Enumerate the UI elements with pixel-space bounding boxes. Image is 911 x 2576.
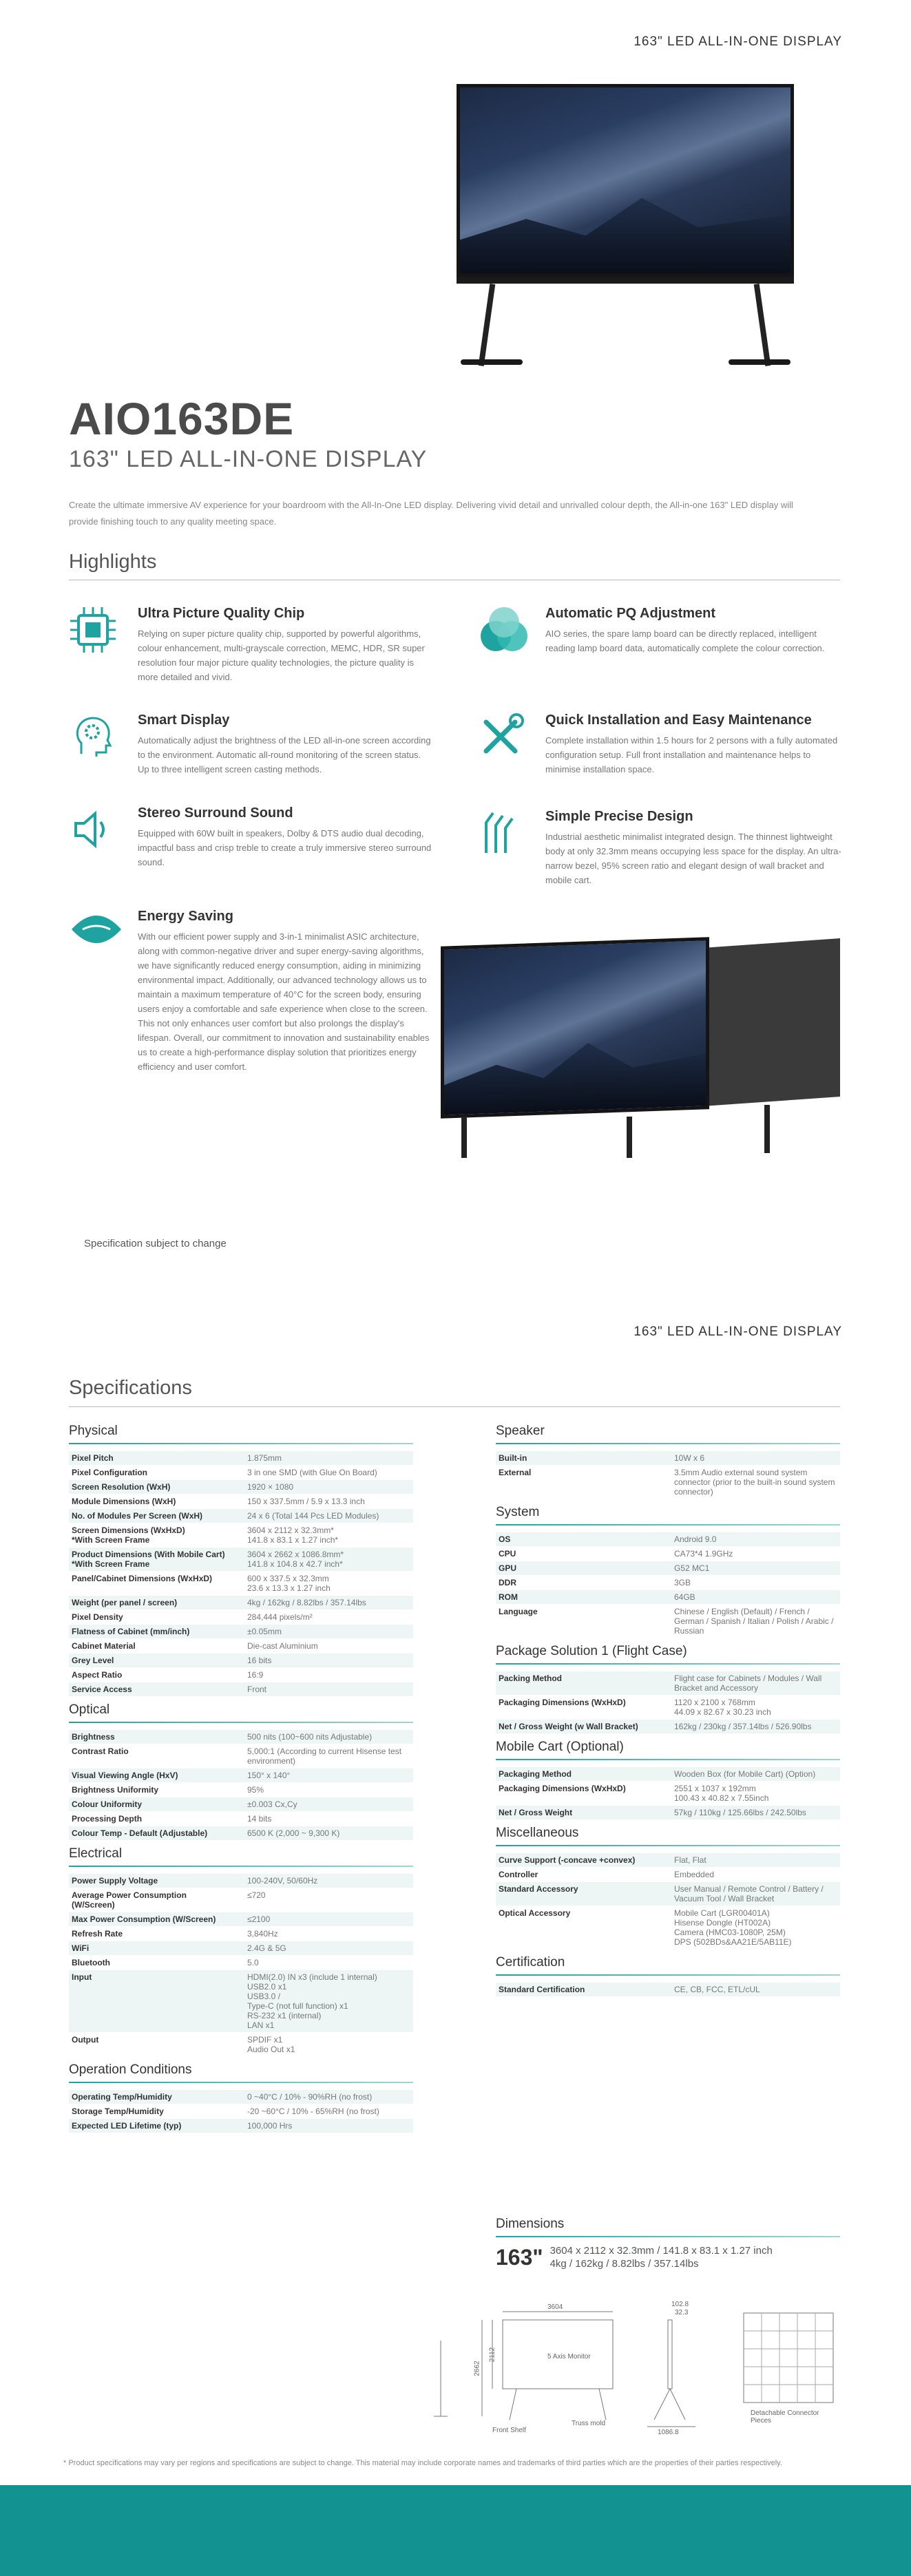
spec-section-divider bbox=[69, 1443, 413, 1444]
spec-section-title: Package Solution 1 (Flight Case) bbox=[496, 1644, 687, 1658]
disclaimer: * Product specifications may vary per regions and specifications are subject to change. This material may include corporate names and trademarks of third parties which are the properties of their parties respectively. bbox=[63, 2459, 782, 2467]
spec-value: 57kg / 110kg / 125.66lbs / 242.50lbs bbox=[674, 1808, 806, 1817]
spec-key: Screen Resolution (WxH) bbox=[72, 1482, 171, 1492]
product-angle-image bbox=[441, 936, 854, 1143]
dim-height-total: 2662 bbox=[473, 2361, 481, 2376]
spec-key: Weight (per panel / screen) bbox=[72, 1598, 178, 1607]
spec-value: 2.4G & 5G bbox=[247, 1943, 286, 1953]
spec-key: Operating Temp/Humidity bbox=[72, 2092, 172, 2102]
dim-height-screen: 2112 bbox=[488, 2347, 496, 2363]
spec-row bbox=[69, 1888, 413, 1912]
spec-value: HDMI(2.0) IN x3 (include 1 internal) USB2.0 x1 USB3.0 / Type-C (not full function) x1 RS-232 x1 (internal) LAN x1 bbox=[247, 1972, 377, 2030]
spec-row bbox=[69, 2104, 413, 2119]
dim-depth-stand: 102.8 bbox=[671, 2301, 689, 2308]
spec-row bbox=[69, 1927, 413, 1941]
spec-key: Screen Dimensions (WxHxD) *With Screen Frame bbox=[72, 1525, 185, 1545]
spec-row bbox=[496, 1806, 840, 1820]
spec-row bbox=[69, 1596, 413, 1610]
spec-row bbox=[496, 1782, 840, 1806]
spec-left-column bbox=[69, 1424, 413, 2133]
spec-row bbox=[69, 2090, 413, 2104]
spec-key: OS bbox=[499, 1534, 511, 1544]
spec-key: No. of Modules Per Screen (WxH) bbox=[72, 1511, 203, 1521]
spec-table bbox=[496, 1532, 840, 1638]
spec-key: Visual Viewing Angle (HxV) bbox=[72, 1771, 178, 1780]
tools-icon bbox=[477, 712, 525, 761]
spec-section-title: Mobile Cart (Optional) bbox=[496, 1740, 624, 1754]
dim-label-front-shelf: Front Shelf bbox=[492, 2427, 526, 2434]
spec-value: 16:9 bbox=[247, 1670, 264, 1680]
spec-row bbox=[496, 1906, 840, 1950]
spec-value: 10W x 6 bbox=[674, 1453, 705, 1463]
spec-key: Service Access bbox=[72, 1685, 132, 1694]
spec-key: Packaging Dimensions (WxHxD) bbox=[499, 1698, 626, 1707]
spec-value: Die-cast Aluminium bbox=[247, 1641, 318, 1651]
spec-key: Refresh Rate bbox=[72, 1929, 123, 1939]
dimensions-divider bbox=[496, 2236, 840, 2237]
spec-key: Grey Level bbox=[72, 1656, 114, 1665]
spec-row bbox=[69, 1730, 413, 1744]
spec-row bbox=[496, 1590, 840, 1605]
spec-value: Mobile Cart (LGR00401A) Hisense Dongle (HT002A) Camera (HMC03-1080P, 25M) DPS (502BDs&AA21E/5AB11E) bbox=[674, 1908, 792, 1947]
spec-row bbox=[496, 1882, 840, 1906]
spec-value: 14 bits bbox=[247, 1814, 272, 1824]
spec-value: Chinese / English (Default) / French / German / Spanish / Italian / Polish / Arabic / Russian bbox=[674, 1607, 834, 1636]
spec-value: 24 x 6 (Total 144 Pcs LED Modules) bbox=[247, 1511, 379, 1521]
spec-row bbox=[69, 1956, 413, 1970]
spec-section-divider bbox=[69, 2082, 413, 2083]
spec-row bbox=[496, 1720, 840, 1734]
spec-key: Output bbox=[72, 2035, 99, 2045]
spec-value: 3.5mm Audio external sound system connector (prior to the built-in sound system connector) bbox=[674, 1468, 835, 1497]
spec-section-divider bbox=[496, 1845, 840, 1846]
spec-value: 1920 × 1080 bbox=[247, 1482, 294, 1492]
gear-head-icon bbox=[69, 712, 117, 761]
spec-key: Brightness Uniformity bbox=[72, 1785, 159, 1795]
spec-value: 5,000:1 (According to current Hisense test environment) bbox=[247, 1746, 402, 1766]
highlight-title: Simple Precise Design bbox=[545, 809, 693, 824]
spec-key: Expected LED Lifetime (typ) bbox=[72, 2121, 182, 2131]
highlight-title: Ultra Picture Quality Chip bbox=[138, 606, 305, 621]
spec-key: Input bbox=[72, 1972, 92, 1982]
spec-section-title: Speaker bbox=[496, 1424, 545, 1438]
technical-drawing bbox=[427, 2299, 840, 2444]
spec-key: External bbox=[499, 1468, 532, 1477]
spec-value: User Manual / Remote Control / Battery / Vacuum Tool / Wall Bracket bbox=[674, 1884, 824, 1903]
spec-row bbox=[69, 1654, 413, 1668]
spec-key: Pixel Pitch bbox=[72, 1453, 114, 1463]
spec-row bbox=[69, 2033, 413, 2057]
spec-row bbox=[496, 1466, 840, 1499]
chip-icon bbox=[69, 606, 117, 654]
spec-value: CA73*4 1.9GHz bbox=[674, 1549, 733, 1559]
specifications-title: Specifications bbox=[69, 1377, 192, 1399]
spec-key: WiFi bbox=[72, 1943, 90, 1953]
spec-value: ±0.003 Cx,Cy bbox=[247, 1799, 297, 1809]
spec-row bbox=[69, 1480, 413, 1495]
spec-key: Panel/Cabinet Dimensions (WxHxD) bbox=[72, 1574, 213, 1583]
spec-section-title: Electrical bbox=[69, 1846, 123, 1861]
spec-value: 3,840Hz bbox=[247, 1929, 278, 1939]
dimensions-title: Dimensions bbox=[496, 2217, 565, 2231]
model-name: AIO163DE bbox=[69, 393, 295, 444]
spec-row bbox=[496, 1605, 840, 1638]
highlight-desc: With our efficient power supply and 3-in-1 minimalist ASIC architecture, along with common-negative driver and super energy-saving algorithms, we have significantly reduced energy consumption, aiding in minimizing environmental impact. Additionally, our advanced technology allows us to maintain a maximum temperature of 40°C for the screen body, ensuring users enjoy a comfortable and safe experience when close to the screen. This not only enhances user comfort but also prolongs the display's lifespan. Overall, our commitment to innovation and sustainability enables us to create a high-performance display solution that prioritizes energy efficiency and user comfort. bbox=[138, 931, 430, 1072]
spec-value: 3 in one SMD (with Glue On Board) bbox=[247, 1468, 377, 1477]
spec-row bbox=[496, 1853, 840, 1868]
spec-row bbox=[69, 1548, 413, 1572]
spec-section-title: Optical bbox=[69, 1702, 110, 1717]
spec-key: Standard Accessory bbox=[499, 1884, 578, 1894]
spec-row bbox=[69, 1572, 413, 1596]
spec-key: Bluetooth bbox=[72, 1958, 110, 1967]
spec-key: Pixel Configuration bbox=[72, 1468, 148, 1477]
spec-key: Net / Gross Weight bbox=[499, 1808, 573, 1817]
spec-key: Controller bbox=[499, 1870, 538, 1879]
spec-row bbox=[69, 1639, 413, 1654]
spec-key: Contrast Ratio bbox=[72, 1746, 129, 1756]
spec-key: Max Power Consumption (W/Screen) bbox=[72, 1914, 216, 1924]
highlight-desc: AIO series, the spare lamp board can be directly replaced, intelligent reading lamp board data, automatically complete the colour correction. bbox=[545, 629, 825, 653]
highlight-title: Smart Display bbox=[138, 712, 230, 728]
spec-key: Packing Method bbox=[499, 1674, 563, 1683]
model-subtitle: 163" LED ALL-IN-ONE DISPLAY bbox=[69, 446, 428, 472]
intro-text: Create the ultimate immersive AV experience for your boardroom with the All-In-One LED display. Delivering vivid detail and unrivalled colour depth, the All-in-one 163" LED display will provide finishing touch to any quality meeting space. bbox=[69, 500, 793, 527]
spec-row bbox=[69, 1912, 413, 1927]
spec-row bbox=[69, 1495, 413, 1509]
dimensions-line2: 4kg / 162kg / 8.82lbs / 357.14lbs bbox=[549, 2258, 699, 2270]
spec-row bbox=[69, 1874, 413, 1888]
spec-value: 162kg / 230kg / 357.14lbs / 526.90lbs bbox=[674, 1722, 812, 1731]
spec-row bbox=[496, 1576, 840, 1590]
spec-value: Front bbox=[247, 1685, 267, 1694]
spec-section-divider bbox=[69, 1722, 413, 1723]
spec-key: Optical Accessory bbox=[499, 1908, 571, 1918]
spec-row bbox=[69, 1744, 413, 1769]
spec-section-divider bbox=[69, 1866, 413, 1867]
spec-row bbox=[69, 1797, 413, 1812]
spec-key: Brightness bbox=[72, 1732, 115, 1742]
spec-row bbox=[69, 1682, 413, 1697]
spec-value: 4kg / 162kg / 8.82lbs / 357.14lbs bbox=[247, 1598, 366, 1607]
page-header-tag: 163" LED ALL-IN-ONE DISPLAY bbox=[633, 34, 842, 49]
spec-key: ROM bbox=[499, 1592, 518, 1602]
footer-band bbox=[0, 2485, 911, 2576]
spec-value: 1.875mm bbox=[247, 1453, 282, 1463]
spec-value: ±0.05mm bbox=[247, 1627, 282, 1636]
spec-value: G52 MC1 bbox=[674, 1563, 710, 1573]
spec-table bbox=[496, 1767, 840, 1820]
spec-value: 100-240V, 50/60Hz bbox=[247, 1876, 318, 1886]
spec-value: 500 nits (100~600 nits Adjustable) bbox=[247, 1732, 373, 1742]
spec-value: 3604 x 2662 x 1086.8mm* 141.8 x 104.8 x 42.7 inch* bbox=[247, 1550, 344, 1569]
spec-section-divider bbox=[496, 1759, 840, 1760]
spec-key: Language bbox=[499, 1607, 538, 1616]
specifications-divider bbox=[69, 1406, 840, 1407]
spec-table bbox=[69, 1730, 413, 1841]
spec-value: 6500 K (2,000 ~ 9,300 K) bbox=[247, 1828, 340, 1838]
speaker-icon bbox=[69, 805, 117, 854]
spec-value: 3GB bbox=[674, 1578, 691, 1587]
spec-row bbox=[496, 1451, 840, 1466]
spec-table bbox=[496, 1983, 840, 1997]
spec-value: Android 9.0 bbox=[674, 1534, 717, 1544]
spec-value: 3604 x 2112 x 32.3mm* 141.8 x 83.1 x 1.27 inch* bbox=[247, 1525, 339, 1545]
highlight-desc: Complete installation within 1.5 hours for 2 persons with a fully automated configuration setup. Full front installation and maintenance helps to minimise installation space. bbox=[545, 735, 838, 774]
spec-row bbox=[496, 1983, 840, 1997]
spec-row bbox=[69, 1769, 413, 1783]
spec-value: 0 ~40°C / 10% - 90%RH (no frost) bbox=[247, 2092, 373, 2102]
dimensions-size: 163" bbox=[496, 2244, 543, 2270]
spec-section-divider bbox=[496, 1663, 840, 1665]
spec-row bbox=[69, 1451, 413, 1466]
spec-value: ≤720 bbox=[247, 1890, 266, 1900]
spec-value: SPDIF x1 Audio Out x1 bbox=[247, 2035, 295, 2054]
dim-label-screen-body: 5 Axis Monitor bbox=[547, 2353, 591, 2361]
spec-row bbox=[69, 1668, 413, 1682]
spec-key: Standard Certification bbox=[499, 1985, 585, 1994]
spec-key: Net / Gross Weight (w Wall Bracket) bbox=[499, 1722, 638, 1731]
spec-row bbox=[496, 1696, 840, 1720]
dimensions-line1: 3604 x 2112 x 32.3mm / 141.8 x 83.1 x 1.27 inch bbox=[549, 2245, 773, 2257]
spec-value: 64GB bbox=[674, 1592, 695, 1602]
spec-table bbox=[69, 1451, 413, 1697]
spec-key: Cabinet Material bbox=[72, 1641, 136, 1651]
slim-design-icon bbox=[477, 809, 525, 857]
spec-section-divider bbox=[496, 1524, 840, 1525]
spec-section-title: Miscellaneous bbox=[496, 1826, 579, 1840]
spec-value: CE, CB, FCC, ETL/cUL bbox=[674, 1985, 760, 1994]
spec-row bbox=[69, 1941, 413, 1956]
spec-key: GPU bbox=[499, 1563, 517, 1573]
spec-key: Module Dimensions (WxH) bbox=[72, 1497, 176, 1506]
highlight-desc: Relying on super picture quality chip, supported by powerful algorithms, colour enhancement, multi-grayscale correction, MEMC, HDR, SR super resolution four major picture quality technologies, the picture quality is more detailed and vivid. bbox=[138, 629, 425, 682]
spec-key: Aspect Ratio bbox=[72, 1670, 123, 1680]
spec-row bbox=[69, 1625, 413, 1639]
spec-value: Embedded bbox=[674, 1870, 715, 1879]
spec-value: -20 ~60°C / 10% - 65%RH (no frost) bbox=[247, 2107, 379, 2116]
spec-key: CPU bbox=[499, 1549, 516, 1559]
spec-table bbox=[69, 1874, 413, 2057]
spec-row bbox=[69, 1812, 413, 1826]
spec-value: Flat, Flat bbox=[674, 1855, 706, 1865]
spec-key: Storage Temp/Humidity bbox=[72, 2107, 164, 2116]
spec-key: Packaging Method bbox=[499, 1769, 572, 1779]
spec-table bbox=[496, 1451, 840, 1499]
spec-row bbox=[69, 1610, 413, 1625]
spec-value: 16 bits bbox=[247, 1656, 272, 1665]
lamp-icon bbox=[477, 606, 532, 654]
spec-value: 5.0 bbox=[247, 1958, 259, 1967]
dim-width: 3604 bbox=[547, 2303, 563, 2311]
dim-depth-cart: 1086.8 bbox=[658, 2429, 679, 2436]
spec-key: Packaging Dimensions (WxHxD) bbox=[499, 1784, 626, 1793]
spec-value: 95% bbox=[247, 1785, 264, 1795]
spec-row bbox=[496, 1671, 840, 1696]
spec-note: Specification subject to change bbox=[84, 1238, 227, 1249]
spec-key: Colour Uniformity bbox=[72, 1799, 142, 1809]
spec-section-title: Physical bbox=[69, 1424, 118, 1438]
spec-key: Curve Support (-concave +convex) bbox=[499, 1855, 636, 1865]
spec-value: 284,444 pixels/m² bbox=[247, 1612, 313, 1622]
spec-row bbox=[69, 2119, 413, 2133]
spec-value: 150 x 337.5mm / 5.9 x 13.3 inch bbox=[247, 1497, 365, 1506]
spec-value: 1120 x 2100 x 768mm 44.09 x 82.67 x 30.23 inch bbox=[674, 1698, 771, 1717]
spec-section-title: System bbox=[496, 1505, 540, 1519]
spec-value: ≤2100 bbox=[247, 1914, 271, 1924]
highlight-title: Quick Installation and Easy Maintenance bbox=[545, 712, 812, 728]
spec-key: Average Power Consumption (W/Screen) bbox=[72, 1890, 187, 1910]
spec-row bbox=[496, 1767, 840, 1782]
spec-row bbox=[69, 1523, 413, 1548]
highlights-title: Highlights bbox=[69, 551, 157, 573]
spec-value: 150° x 140° bbox=[247, 1771, 291, 1780]
spec-table bbox=[69, 2090, 413, 2133]
spec-row bbox=[69, 1970, 413, 2033]
spec-key: Flatness of Cabinet (mm/inch) bbox=[72, 1627, 190, 1636]
spec-key: Product Dimensions (With Mobile Cart) *With Screen Frame bbox=[72, 1550, 225, 1569]
spec-row bbox=[69, 1826, 413, 1841]
spec-value: 600 x 337.5 x 32.3mm 23.6 x 13.3 x 1.27 inch bbox=[247, 1574, 331, 1593]
spec-value: Flight case for Cabinets / Modules / Wall Bracket and Accessory bbox=[674, 1674, 822, 1693]
highlight-title: Stereo Surround Sound bbox=[138, 805, 293, 821]
spec-row bbox=[496, 1532, 840, 1547]
spec-row bbox=[496, 1561, 840, 1576]
spec-value: Wooden Box (for Mobile Cart) (Option) bbox=[674, 1769, 816, 1779]
spec-section-title: Certification bbox=[496, 1955, 565, 1970]
dimensions-section bbox=[496, 2217, 840, 2270]
spec-row bbox=[69, 1466, 413, 1480]
dim-label-connector: Detachable Connector Pieces bbox=[751, 2409, 819, 2425]
spec-key: Colour Temp - Default (Adjustable) bbox=[72, 1828, 208, 1838]
dim-depth-screen: 32.3 bbox=[675, 2309, 689, 2316]
spec-table bbox=[496, 1853, 840, 1950]
spec-key: DDR bbox=[499, 1578, 516, 1587]
page2-header-tag: 163" LED ALL-IN-ONE DISPLAY bbox=[633, 1324, 842, 1339]
spec-value: 2551 x 1037 x 192mm 100.43 x 40.82 x 7.55inch bbox=[674, 1784, 769, 1803]
highlight-desc: Industrial aesthetic minimalist integrated design. The thinnest lightweight body at only 32.3mm means occupying less space for the display. An ultra-narrow bezel, 95% screen ratio and elegant design of wall bracket and mobile cart. bbox=[545, 832, 841, 885]
dim-label-truss: Truss mold bbox=[572, 2420, 606, 2427]
spec-key: Built-in bbox=[499, 1453, 527, 1463]
highlight-title: Automatic PQ Adjustment bbox=[545, 606, 716, 621]
spec-section-divider bbox=[496, 1443, 840, 1444]
spec-key: Power Supply Voltage bbox=[72, 1876, 158, 1886]
spec-key: Pixel Density bbox=[72, 1612, 123, 1622]
spec-row bbox=[69, 1783, 413, 1797]
spec-section-divider bbox=[496, 1974, 840, 1976]
highlight-desc: Equipped with 60W built in speakers, Dolby & DTS audio dual decoding, impactful bass and crisp treble to create a truly immersive stereo surround sound. bbox=[138, 828, 432, 867]
highlight-desc: Automatically adjust the brightness of the LED all-in-one screen according to the environment. Automatic all-round monitoring of the screen status. Up to three intelligent screen casting methods. bbox=[138, 735, 431, 774]
spec-row bbox=[496, 1547, 840, 1561]
spec-row bbox=[496, 1868, 840, 1882]
spec-value: 100,000 Hrs bbox=[247, 2121, 293, 2131]
spec-key: Processing Depth bbox=[72, 1814, 143, 1824]
highlight-title: Energy Saving bbox=[138, 909, 233, 924]
spec-section-title: Operation Conditions bbox=[69, 2062, 192, 2077]
spec-right-column bbox=[496, 1424, 840, 1997]
hero-display-image bbox=[457, 84, 794, 387]
leaf-icon bbox=[69, 909, 124, 950]
spec-table bbox=[496, 1671, 840, 1734]
spec-row bbox=[69, 1509, 413, 1523]
